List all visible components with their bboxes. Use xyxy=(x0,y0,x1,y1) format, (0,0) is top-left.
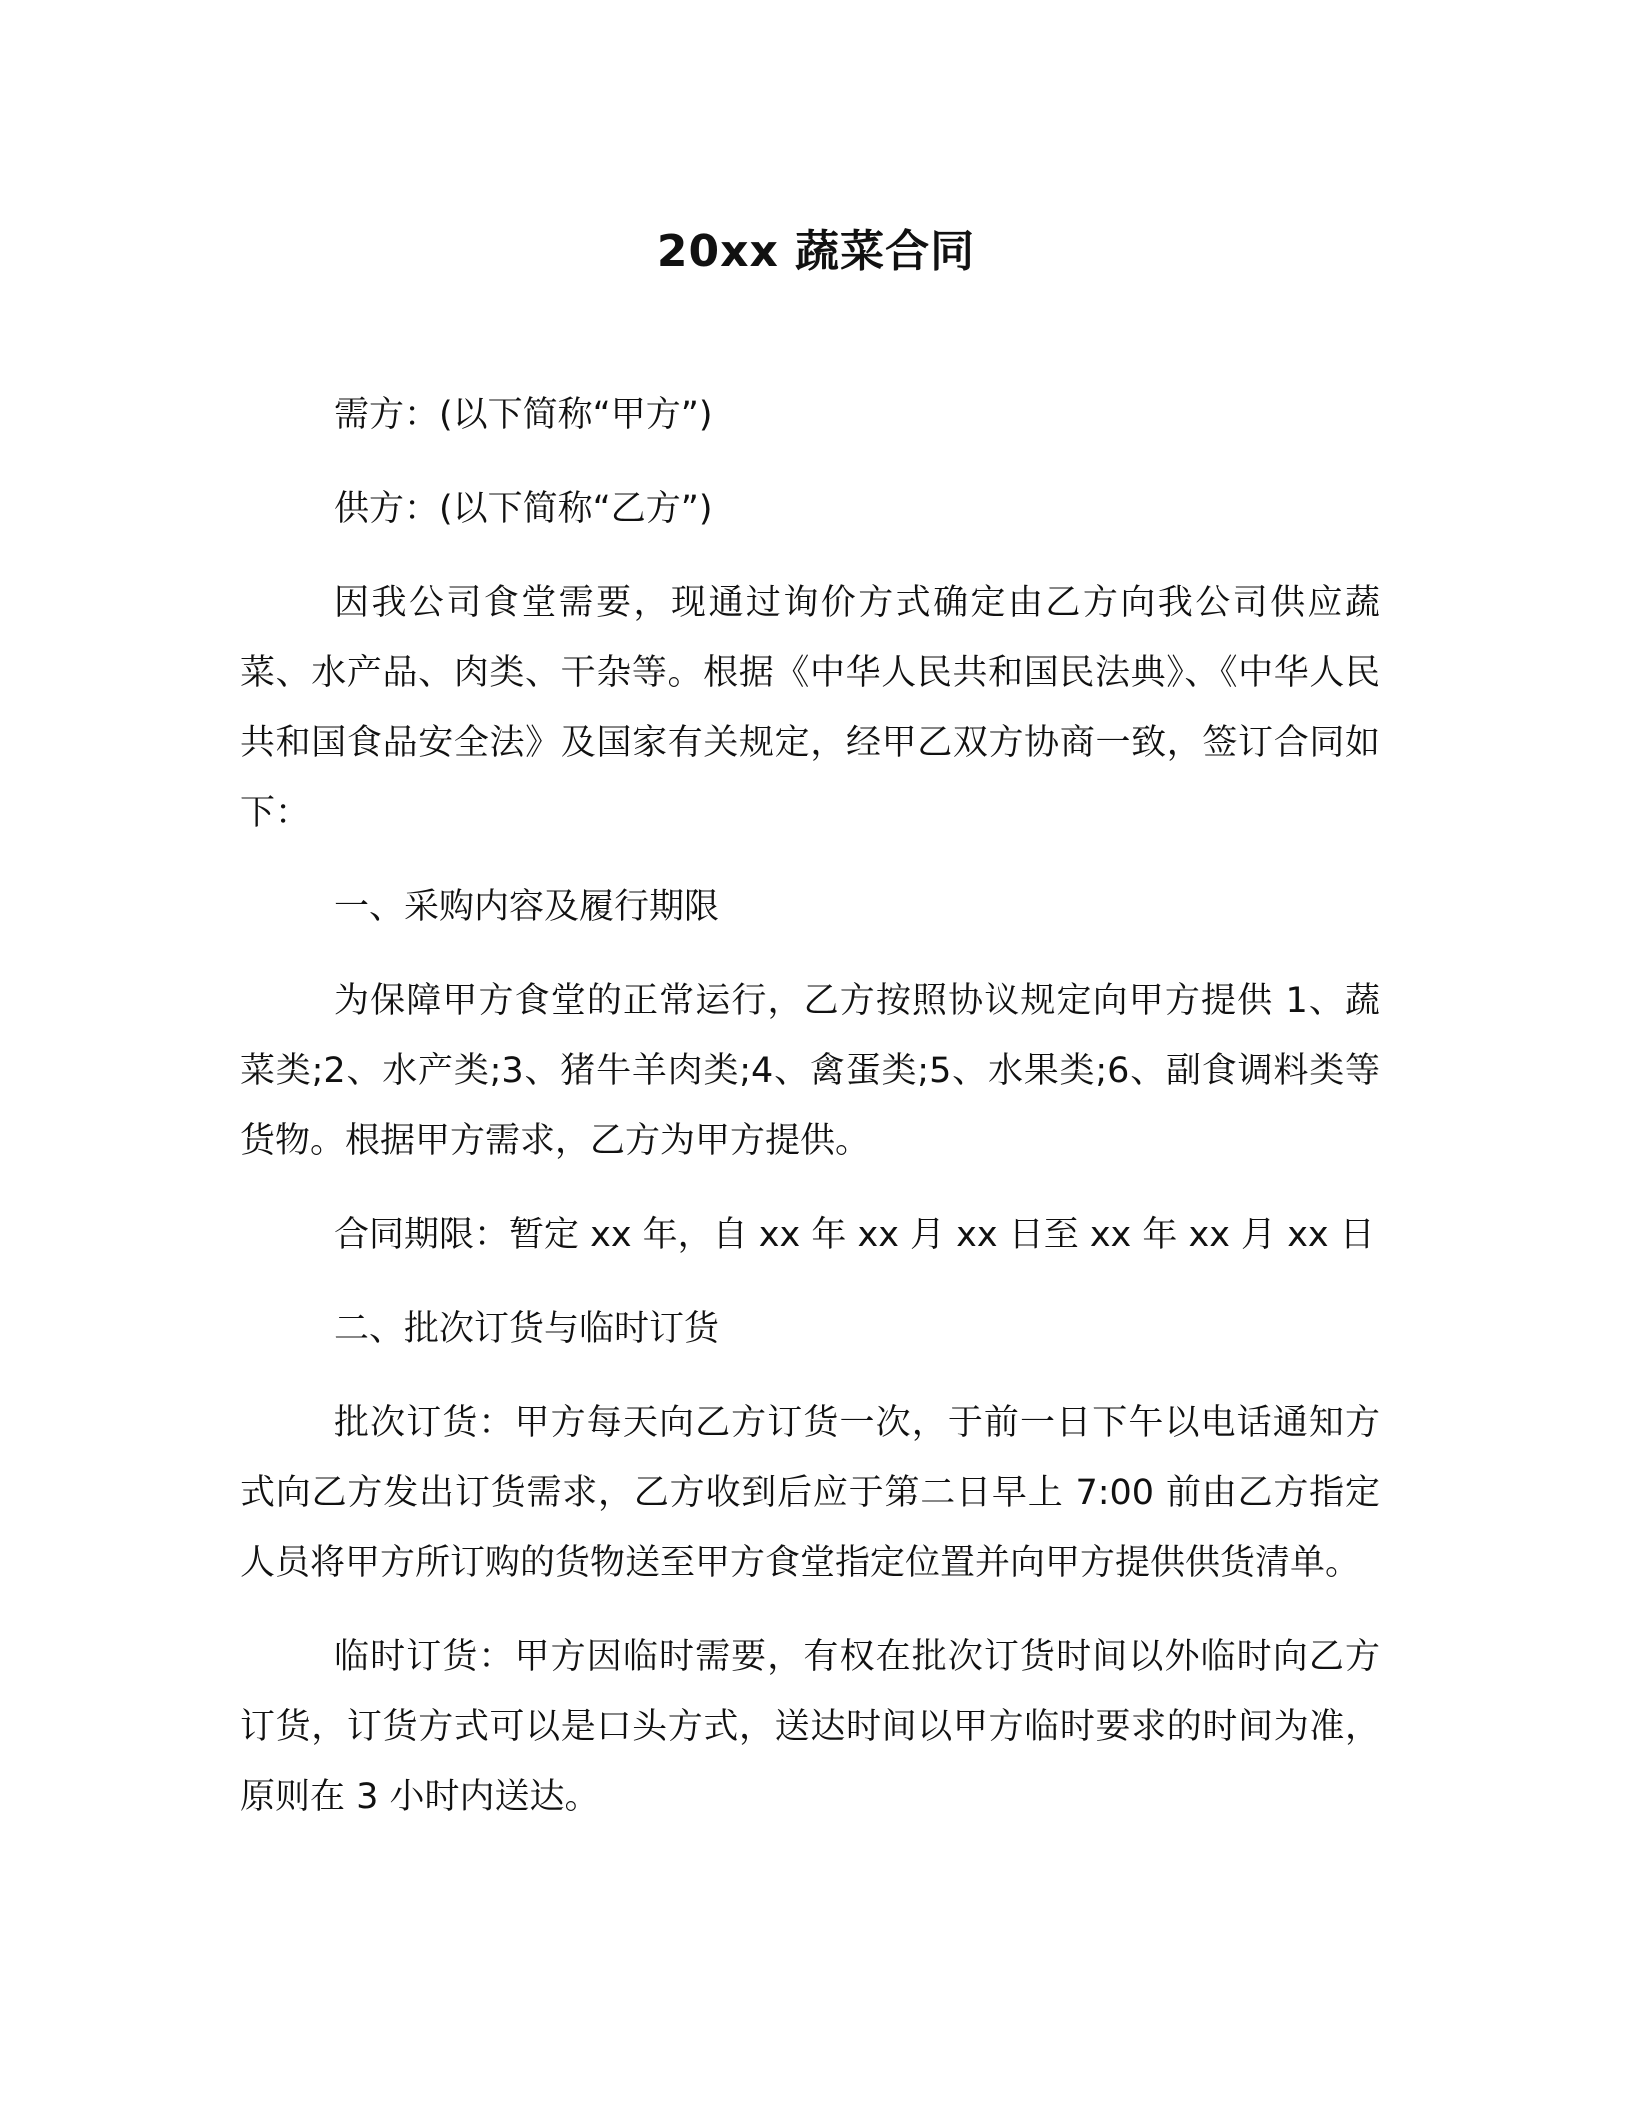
preamble-paragraph: 因我公司食堂需要，现通过询价方式确定由乙方向我公司供应蔬菜、水产品、肉类、干杂等。根据《中华人民共和国民法典》、《中华人民共和国食品安全法》及国家有关规定，经甲乙双方协商一致，签订合同如下： xyxy=(240,583,1380,833)
section-heading-2: 二、批次订货与临时订货 xyxy=(334,1309,720,1349)
document-title: 20xx 蔬菜合同 xyxy=(656,226,976,277)
section-heading-1: 一、采购内容及履行期限 xyxy=(334,887,720,927)
party-a-line: 需方：(以下简称“甲方”) xyxy=(334,395,713,435)
document-body xyxy=(240,380,1380,1856)
procurement-content-paragraph: 为保障甲方食堂的正常运行，乙方按照协议规定向甲方提供 1、蔬菜类;2、水产类;3、猪牛羊肉类;4、禽蛋类;5、水果类;6、副食调料类等货物。根据甲方需求，乙方为甲方提供。 xyxy=(240,981,1380,1161)
temporary-order-paragraph: 临时订货：甲方因临时需要，有权在批次订货时间以外临时向乙方订货，订货方式可以是口头方式，送达时间以甲方临时要求的时间为准，原则在 3 小时内送达。 xyxy=(240,1637,1380,1817)
contract-term-paragraph: 合同期限：暂定 xx 年，自 xx 年 xx 月 xx 日至 xx 年 xx 月 xx 日 xyxy=(334,1215,1375,1255)
party-b-line: 供方：(以下简称“乙方”) xyxy=(334,489,713,529)
batch-order-paragraph: 批次订货：甲方每天向乙方订货一次，于前一日下午以电话通知方式向乙方发出订货需求，乙方收到后应于第二日早上 7:00 前由乙方指定人员将甲方所订购的货物送至甲方食堂指定位置并向甲方提供供货清单。 xyxy=(240,1403,1380,1583)
